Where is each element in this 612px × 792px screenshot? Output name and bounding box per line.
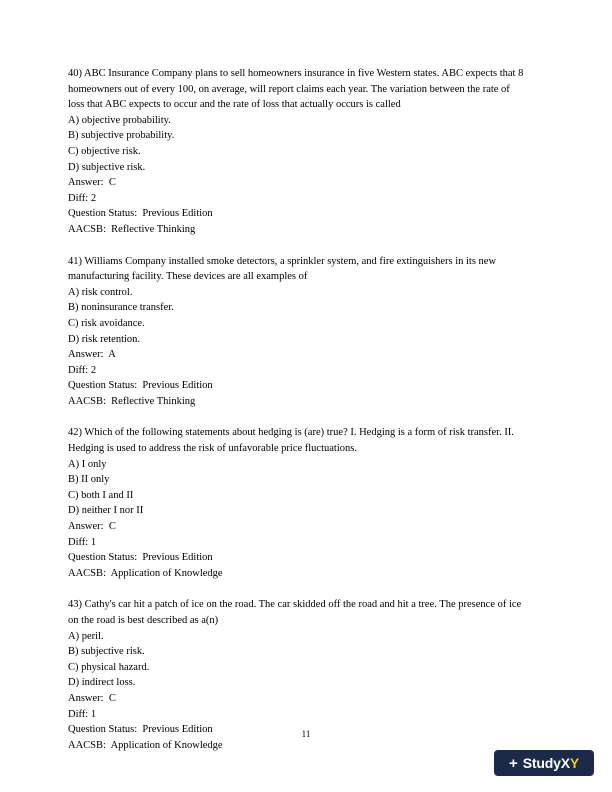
studyxy-watermark	[494, 750, 594, 776]
question-difficulty: Diff: 1	[68, 708, 97, 720]
question-answer: Answer: C	[68, 521, 116, 533]
question-option: C) physical hazard.	[68, 661, 150, 673]
page-number: 11	[301, 729, 311, 739]
question-answer: Answer: A	[68, 349, 116, 361]
question-option: C) risk avoidance.	[68, 317, 145, 329]
brand-x: X	[560, 755, 570, 771]
question-option: A) peril.	[68, 630, 104, 642]
question-difficulty: Diff: 2	[68, 192, 97, 204]
document-content	[68, 66, 528, 772]
question-stem: 42) Which of the following statements about hedging is (are) true? I. Hedging is a form of risk transfer. II. Hedging is used to address the risk of unfavorable price fluctuations.	[68, 427, 514, 455]
question-status: Question Status: Previous Edition	[68, 724, 213, 736]
question-stem: 41) Williams Company installed smoke detectors, a sprinkler system, and fire extinguishers in its new manufacturing facility. These devices are all examples of	[68, 255, 497, 283]
question-aacsb: AACSB: Reflective Thinking	[68, 395, 196, 407]
brand-y: Y	[569, 755, 579, 771]
question-aacsb: AACSB: Application of Knowledge	[68, 739, 223, 751]
question-option: D) risk retention.	[68, 333, 141, 345]
question-status: Question Status: Previous Edition	[68, 208, 213, 220]
question-option: C) both I and II	[68, 489, 134, 501]
question-status: Question Status: Previous Edition	[68, 380, 213, 392]
question-answer: Answer: C	[68, 177, 116, 189]
question-option: D) subjective risk.	[68, 161, 146, 173]
question-difficulty: Diff: 1	[68, 536, 97, 548]
question-aacsb: AACSB: Application of Knowledge	[68, 567, 223, 579]
question-difficulty: Diff: 2	[68, 364, 97, 376]
question-option: C) objective risk.	[68, 145, 141, 157]
question-option: A) objective probability.	[68, 114, 171, 126]
question-block	[68, 66, 528, 238]
question-block	[68, 254, 528, 410]
question-option: D) indirect loss.	[68, 677, 136, 689]
question-answer: Answer: C	[68, 692, 116, 704]
question-option: D) neither I nor II	[68, 505, 144, 517]
question-option: B) noninsurance transfer.	[68, 302, 174, 314]
plus-icon: +	[509, 754, 518, 772]
brand-name	[523, 755, 579, 771]
question-option: B) subjective risk.	[68, 646, 145, 658]
question-stem: 40) ABC Insurance Company plans to sell homeowners insurance in five Western states. ABC expects that 8 homeowners out of every 100, on average, will report claims each year. The variation between the rate of loss that ABC expects to occur and the rate of loss that actually occurs is called	[68, 68, 524, 111]
question-stem: 43) Cathy's car hit a patch of ice on the road. The car skidded off the road and hit a tree. The presence of ice on the road is best described as a(n)	[68, 599, 522, 626]
question-aacsb: AACSB: Reflective Thinking	[68, 223, 196, 235]
question-block	[68, 425, 528, 581]
question-option: B) II only	[68, 474, 110, 486]
question-status: Question Status: Previous Edition	[68, 552, 213, 564]
question-option: A) risk control.	[68, 286, 133, 298]
question-option: B) subjective probability.	[68, 130, 175, 142]
question-option: A) I only	[68, 458, 107, 470]
brand-study: Study	[522, 755, 561, 771]
